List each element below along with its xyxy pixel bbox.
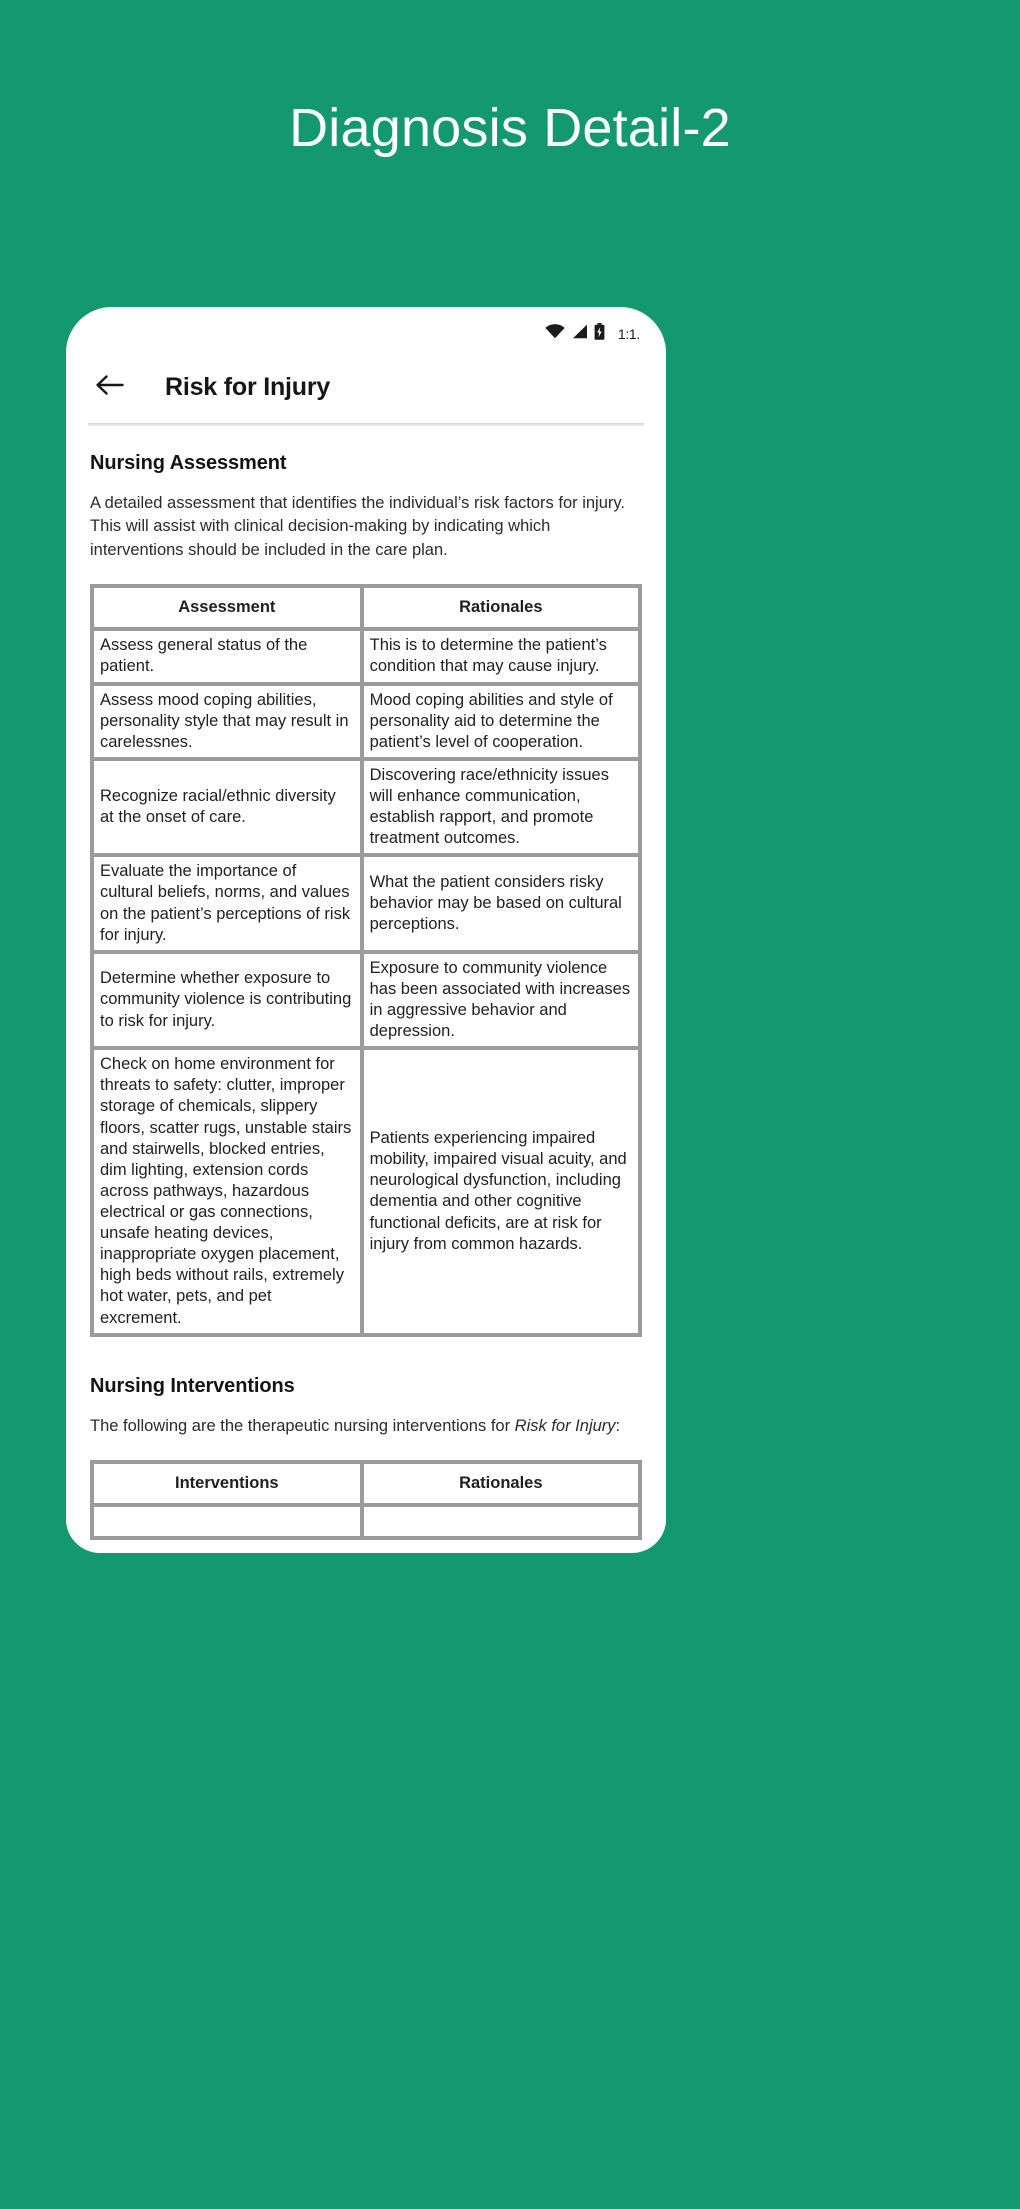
table-header-row bbox=[92, 1462, 640, 1505]
cell-rationale: Mood coping abilities and style of personality aid to determine the patient’s level of cooperation. bbox=[362, 684, 640, 759]
app-bar bbox=[66, 351, 666, 423]
intro-text-italic: Risk for Injury bbox=[514, 1416, 616, 1435]
cell-rationale: What the patient considers risky behavior may be based on cultural perceptions. bbox=[362, 855, 640, 951]
back-arrow-icon bbox=[95, 373, 125, 402]
status-bar bbox=[66, 307, 666, 351]
nursing-assessment-intro: A detailed assessment that identifies the individual’s risk factors for injury. This will assist with clinical decision-making by indicating which interventions should be included in the care plan. bbox=[90, 494, 625, 559]
table-row bbox=[92, 1048, 640, 1334]
column-header-rationales: Rationales bbox=[362, 1462, 640, 1505]
status-bar-clock: 1:1. bbox=[617, 326, 640, 342]
cell-assessment: Recognize racial/ethnic diversity at the onset of care. bbox=[92, 759, 362, 855]
section-spacer bbox=[90, 1341, 642, 1367]
phone-mockup bbox=[66, 307, 666, 1553]
section-heading-nursing-assessment: Nursing Assessment bbox=[90, 452, 287, 474]
cell-assessment: Determine whether exposure to community violence is contributing to risk for injury. bbox=[92, 952, 362, 1048]
cell-rationale: Exposure to community violence has been associated with increases in aggressive behavior and depression. bbox=[362, 952, 640, 1048]
promo-title: Diagnosis Detail-2 bbox=[289, 98, 731, 158]
cell-rationale bbox=[362, 1505, 640, 1538]
nursing-interventions-table bbox=[90, 1460, 642, 1540]
table-row bbox=[92, 629, 640, 683]
wifi-icon bbox=[545, 324, 565, 344]
cell-rationale: Discovering race/ethnicity issues will enhance communication, establish rapport, and promote treatment outcomes. bbox=[362, 759, 640, 855]
cellular-signal-icon bbox=[571, 324, 588, 344]
cell-intervention bbox=[92, 1505, 362, 1538]
back-button[interactable] bbox=[88, 365, 132, 409]
cell-assessment: Assess general status of the patient. bbox=[92, 629, 362, 683]
cell-assessment: Check on home environment for threats to safety: clutter, improper storage of chemicals, slippery floors, scatter rugs, unstable stairs and stairwells, blocked entries, dim lighting, extension cords across pathways, hazardous electrical or gas connections, unsafe heating devices, inappropriate oxygen placement, high beds without rails, extremely hot water, pets, and pet excrement. bbox=[92, 1048, 362, 1334]
cell-assessment: Assess mood coping abilities, personality style that may result in carelessnes. bbox=[92, 684, 362, 759]
table-row bbox=[92, 759, 640, 855]
table-row bbox=[92, 952, 640, 1048]
section-heading-nursing-interventions: Nursing Interventions bbox=[90, 1374, 295, 1397]
intro-text-before: The following are the therapeutic nursing interventions for bbox=[90, 1416, 515, 1435]
article-content[interactable] bbox=[66, 426, 666, 1540]
status-bar-icons bbox=[545, 323, 640, 345]
table-row bbox=[92, 855, 640, 951]
cell-assessment: Evaluate the importance of cultural beliefs, norms, and values on the patient’s perceptions of risk for injury. bbox=[92, 855, 362, 951]
table-row bbox=[92, 1505, 640, 1538]
cell-rationale: Patients experiencing impaired mobility, impaired visual acuity, and neurological dysfunction, including dementia and other cognitive functional deficits, are at risk for injury from common hazards. bbox=[362, 1048, 640, 1334]
cell-rationale: This is to determine the patient’s condition that may cause injury. bbox=[362, 629, 640, 683]
column-header-assessment: Assessment bbox=[92, 586, 362, 629]
intro-text-after: : bbox=[615, 1416, 621, 1435]
column-header-interventions: Interventions bbox=[92, 1462, 362, 1505]
page-title: Risk for Injury bbox=[165, 372, 331, 401]
nursing-assessment-table bbox=[90, 584, 642, 1336]
nursing-interventions-intro bbox=[90, 1415, 642, 1438]
table-header-row bbox=[92, 586, 640, 629]
table-row bbox=[92, 684, 640, 759]
battery-charging-icon bbox=[594, 323, 605, 345]
column-header-rationales: Rationales bbox=[362, 586, 640, 629]
